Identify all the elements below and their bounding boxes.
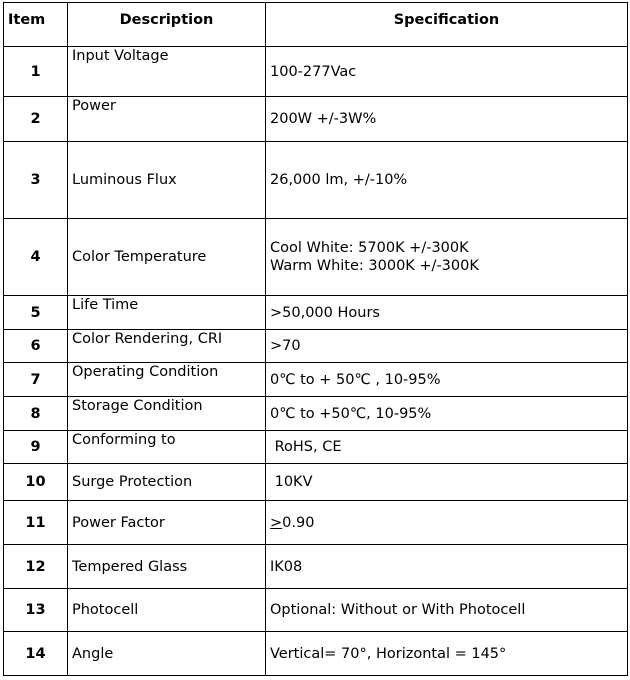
specification-cell: Optional: Without or With Photocell: [266, 589, 628, 632]
item-number: 14: [4, 632, 68, 676]
description-cell: Color Temperature: [68, 219, 266, 296]
specification-cell: 26,000 lm, +/-10%: [266, 142, 628, 219]
header-item: Item: [4, 3, 68, 47]
item-number: 2: [4, 97, 68, 142]
specification-cell: 0℃ to + 50℃ , 10-95%: [266, 363, 628, 397]
specification-cell: Vertical= 70°, Horizontal = 145°: [266, 632, 628, 676]
item-number: 9: [4, 431, 68, 464]
specification-cell: 0℃ to +50℃, 10-95%: [266, 397, 628, 431]
item-number: 1: [4, 47, 68, 97]
item-number: 8: [4, 397, 68, 431]
specification-table: [3, 2, 628, 676]
table-row: [4, 632, 628, 676]
specification-cell: >70: [266, 330, 628, 363]
table-row: [4, 464, 628, 501]
table-row: [4, 330, 628, 363]
specification-cell: 10KV: [266, 464, 628, 501]
specification-cell: [266, 219, 628, 296]
description-cell: Power Factor: [68, 501, 266, 545]
table-row: [4, 501, 628, 545]
table-row: [4, 97, 628, 142]
description-cell: Power: [68, 97, 266, 142]
item-number: 12: [4, 545, 68, 589]
description-cell: Angle: [68, 632, 266, 676]
specification-value: 0.90: [282, 514, 315, 531]
table-row: [4, 219, 628, 296]
description-cell: Luminous Flux: [68, 142, 266, 219]
greater-equal-symbol: >: [270, 514, 283, 531]
specification-cell: [266, 501, 628, 545]
item-number: 7: [4, 363, 68, 397]
item-number: 5: [4, 296, 68, 330]
table-row: [4, 47, 628, 97]
specification-cell: IK08: [266, 545, 628, 589]
header-description: Description: [68, 3, 266, 47]
description-cell: Tempered Glass: [68, 545, 266, 589]
description-cell: Operating Condition: [68, 363, 266, 397]
description-cell: Color Rendering, CRI: [68, 330, 266, 363]
table-row: [4, 296, 628, 330]
table-header-row: [4, 3, 628, 47]
description-cell: Conforming to: [68, 431, 266, 464]
item-number: 4: [4, 219, 68, 296]
specification-cell: 100-277Vac: [266, 47, 628, 97]
table-row: [4, 363, 628, 397]
header-specification: Specification: [266, 3, 628, 47]
description-cell: Surge Protection: [68, 464, 266, 501]
table-row: [4, 431, 628, 464]
specification-line: Cool White: 5700K +/-300K: [270, 240, 469, 256]
specification-cell: >50,000 Hours: [266, 296, 628, 330]
description-cell: Life Time: [68, 296, 266, 330]
table-row: [4, 397, 628, 431]
specification-cell: 200W +/-3W%: [266, 97, 628, 142]
table-row: [4, 589, 628, 632]
description-cell: Photocell: [68, 589, 266, 632]
description-cell: Storage Condition: [68, 397, 266, 431]
item-number: 13: [4, 589, 68, 632]
specification-line: Warm White: 3000K +/-300K: [270, 258, 479, 274]
item-number: 11: [4, 501, 68, 545]
specification-cell: RoHS, CE: [266, 431, 628, 464]
table-row: [4, 142, 628, 219]
item-number: 10: [4, 464, 68, 501]
item-number: 6: [4, 330, 68, 363]
item-number: 3: [4, 142, 68, 219]
description-cell: Input Voltage: [68, 47, 266, 97]
table-row: [4, 545, 628, 589]
